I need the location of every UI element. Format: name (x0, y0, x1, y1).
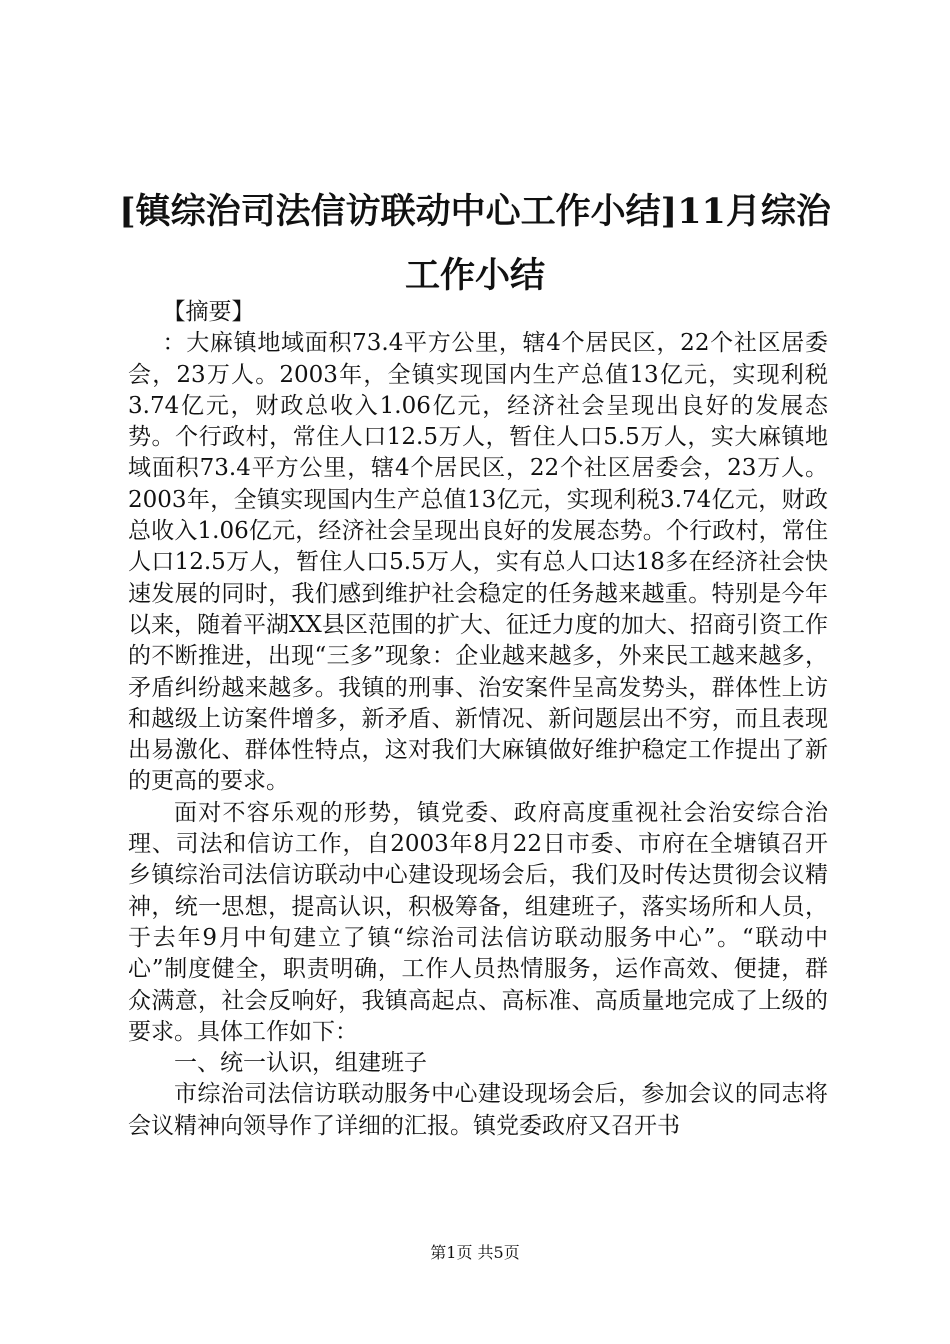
abstract-label: 【摘要】 (162, 299, 255, 325)
page-footer: 第1页 共5页 (430, 1243, 520, 1262)
paragraph-overview: 面对不容乐观的形势，镇党委、政府高度重视社会治安综合治理、司法和信访工作，自2003年8月22日市委、市府在全塘镇召开乡镇综治司法信访联动中心建设现场会后，我们及时传达贯彻会议精神，统一思想，提高认识，积极筹备，组建班子，落实场所和人员，于去年9月中旬建立了镇“综治司法信访联动服务中心”。“联动中心”制度健全，职责明确，工作人员热情服务，运作高效、便捷，群众满意，社会反响好，我镇高起点、高标准、高质量地完成了上级的要求。具体工作如下： (128, 799, 828, 1045)
document-body (128, 297, 828, 1142)
paragraph-section-1: 市综治司法信访联动服务中心建设现场会后，参加会议的同志将会议精神向领导作了详细的汇报。镇党委政府又召开书 (128, 1081, 828, 1139)
paragraph-abstract: ：大麻镇地域面积73.4平方公里，辖4个居民区，22个社区居委会，23万人。2003年，全镇实现国内生产总值13亿元，实现利税3.74亿元，财政总收入1.06亿元，经济社会呈现出良好的发展态势。个行政村，常住人口12.5万人，暂住人口5.5万人，实大麻镇地域面积73.4平方公里，辖4个居民区，22个社区居委会，23万人。2003年，全镇实现国内生产总值13亿元，实现利税3.74亿元，财政总收入1.06亿元，经济社会呈现出良好的发展态势。个行政村，常住人口12.5万人，暂住人口5.5万人，实有总人口达18多在经济社会快速发展的同时，我们感到维护社会稳定的任务越来越重。特别是今年以来，随着平湖XX县区范围的扩大、征迁力度的加大、招商引资工作的不断推进，出现“三多”现象：企业越来越多，外来民工越来越多，矛盾纠纷越来越多。我镇的刑事、治安案件呈高发势头，群体性上访和越级上访案件增多，新矛盾、新情况、新问题层出不穷，而且表现出易激化、群体性特点，这对我们大麻镇做好维护稳定工作提出了新的更高的要求。 (128, 330, 828, 795)
section-heading-1: 一、统一认识，组建班子 (174, 1050, 427, 1077)
document-title: [镇综治司法信访联动中心工作小结]11月综治工作小结 (119, 191, 831, 296)
